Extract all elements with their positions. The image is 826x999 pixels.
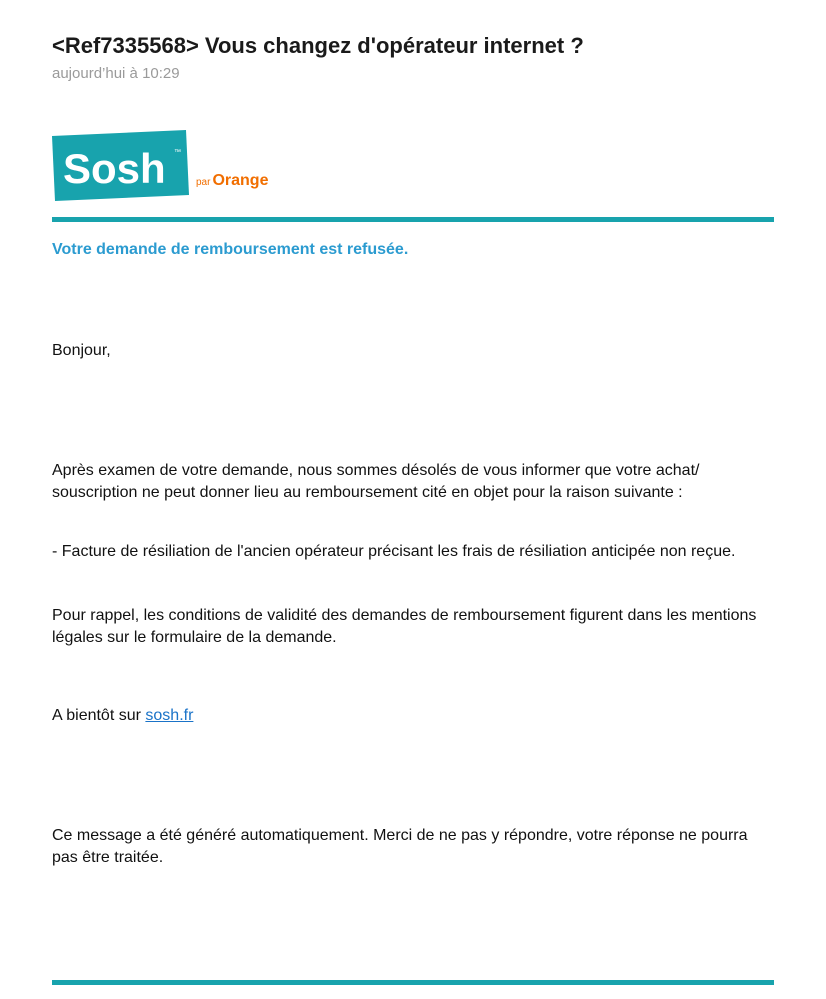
par-orange-label (196, 172, 268, 190)
signoff-text: A bientôt sur (52, 707, 146, 724)
logo-wordmark: Sosh (63, 145, 166, 192)
par-text: par (196, 177, 211, 188)
logo-trademark: ™ (174, 149, 181, 156)
reminder-paragraph: Pour rappel, les conditions de validité des demandes de remboursement figurent dans les mentions légales sur le formulaire de la demande. (52, 607, 757, 646)
intro-paragraph: Après examen de votre demande, nous sommes désolés de vous informer que votre achat/ souscription ne peut donner lieu au remboursement cité en objet pour la raison suivante : (52, 462, 700, 501)
reason-paragraph: - Facture de résiliation de l'ancien opérateur précisant les frais de résiliation anticipée non reçue. (52, 543, 736, 560)
email-date: aujourd’hui à 10:29 (52, 65, 180, 82)
signoff-paragraph (52, 705, 772, 727)
header-divider (52, 217, 774, 222)
refusal-headline: Votre demande de remboursement est refusée. (52, 241, 409, 258)
orange-text: Orange (212, 172, 269, 189)
sosh-logo (52, 130, 189, 201)
greeting-text: Bonjour, (52, 342, 111, 359)
auto-message-paragraph: Ce message a été généré automatiquement. Merci de ne pas y répondre, votre réponse ne pourra pas être traitée. (52, 827, 748, 866)
footer-divider (52, 980, 774, 985)
sosh-fr-link[interactable]: sosh.fr (145, 707, 194, 724)
email-subject: <Ref7335568> Vous changez d'opérateur internet ? (52, 33, 584, 58)
